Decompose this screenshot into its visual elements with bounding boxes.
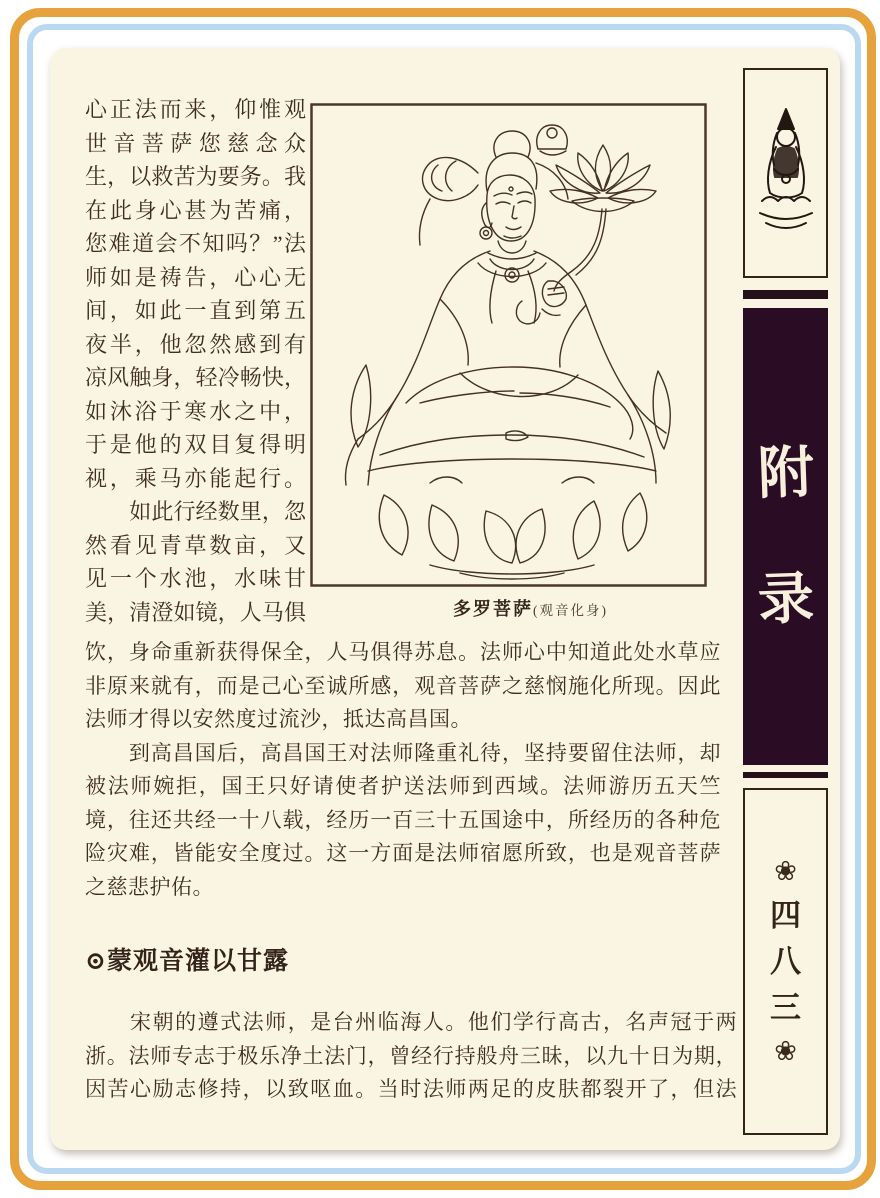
appendix-char: 附 <box>756 441 815 506</box>
text-line: 因苦心励志修持，以致呕血。当时法师两足的皮肤都裂开了，但法 <box>85 1077 737 1101</box>
text-line: 心正法而来，仰惟观 <box>85 97 306 122</box>
text-line: 境，往还共经一十八载，经历一百三十五国途中，所经历的各种危 <box>85 807 721 832</box>
book-page <box>50 48 840 1150</box>
text-line: 法师才得以安然度过流沙，抵达高昌国。 <box>85 707 472 731</box>
page-number-char: 三 <box>770 990 801 1025</box>
text-line: 如此行经数里，忽 <box>85 499 306 524</box>
caption-note: (观音化身) <box>533 603 608 618</box>
right-sidebar <box>743 48 828 1150</box>
text-line: 饮，身命重新获得保全，人马俱得苏息。法师心中知道此处水草应 <box>85 640 721 664</box>
page-number-char: 八 <box>770 944 801 979</box>
sidebar-buddha-box <box>743 68 828 278</box>
seated-buddha-icon <box>754 103 818 243</box>
text-line: 非原来就有，而是己心至诚所感，观音菩萨之慈悯施化所现。因此 <box>85 673 721 698</box>
tara-bodhisattva-illustration <box>310 103 707 587</box>
text-line: 在此身心甚为苦痛， <box>85 197 306 223</box>
text-line: 师如是祷告，心心无 <box>85 264 306 290</box>
caption-title: 多罗菩萨 <box>453 599 533 619</box>
text-line: 险灾难，皆能安全度过。这一方面是法师宿愿所致，也是观音菩萨 <box>85 841 721 865</box>
page-number-char: ❀ <box>774 856 797 886</box>
sidebar-divider-bar-top <box>743 290 828 299</box>
sidebar-divider-bar-bottom <box>743 772 828 778</box>
text-line: 到高昌国后，高昌国王对法师隆重礼待，坚持要留住法师，却 <box>85 740 721 765</box>
left-text-column <box>85 93 306 629</box>
text-line: 世音菩萨您慈念众 <box>85 130 306 156</box>
text-line: 生，以救苦为要务。我 <box>85 164 306 189</box>
page-number-char: 四 <box>770 898 801 933</box>
second-paragraph <box>85 1006 737 1107</box>
text-line: 您难道会不知吗？”法 <box>85 231 306 256</box>
text-line: 视，乘马亦能起行。 <box>85 465 306 491</box>
text-line: 见一个水池，水味甘 <box>85 566 306 591</box>
text-line: 之慈悲护佑。 <box>85 874 214 899</box>
full-width-text <box>85 636 721 904</box>
text-line: 如沐浴于寒水之中， <box>85 398 306 424</box>
appendix-char: 录 <box>756 567 815 632</box>
text-line: 被法师婉拒，国王只好请使者护送法师到西域。法师游历五天竺 <box>85 774 721 798</box>
text-line: 间，如此一直到第五 <box>85 298 306 323</box>
text-line: 美，清澄如镜，人马俱 <box>85 599 306 625</box>
text-line: 夜半，他忽然感到有 <box>85 331 306 357</box>
text-line: 然看见青草数亩，又 <box>85 532 306 558</box>
text-line: 于是他的双目复得明 <box>85 432 306 457</box>
illustration-caption <box>310 595 707 621</box>
page-number-char: ❀ <box>774 1036 797 1066</box>
appendix-tab <box>743 308 828 765</box>
text-line: 浙。法师专志于极乐净土法门，曾经行持般舟三昧，以九十日为期， <box>85 1043 737 1068</box>
text-line: 凉风触身，轻冷畅快， <box>85 365 306 390</box>
section-heading: ⊙蒙观音灌以甘露 <box>85 948 289 975</box>
text-line: 宋朝的遵式法师，是台州临海人。他们学行高古，名声冠于两 <box>85 1010 737 1034</box>
page-number-box <box>743 788 828 1135</box>
